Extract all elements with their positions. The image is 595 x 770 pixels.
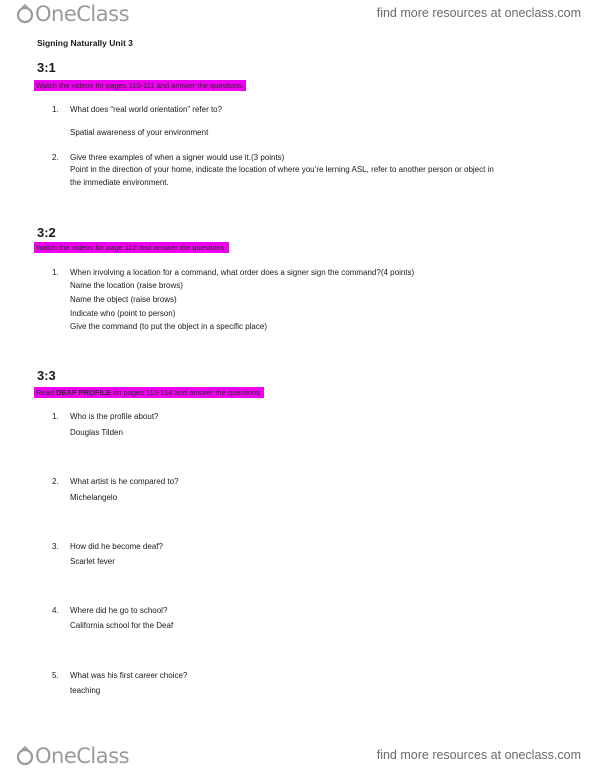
answer-text: Douglas Tilden — [70, 428, 123, 437]
question-number: 1. — [52, 268, 59, 277]
question-text: How did he become deaf? — [70, 542, 163, 551]
page-header — [0, 0, 595, 28]
resources-link[interactable]: find more resources at oneclass.com — [376, 6, 581, 20]
question-text: What does “real world orientation” refer to? — [70, 105, 223, 114]
answer-text: Point in the direction of your home, indicate the location of where you’re lerning ASL, refer to another person or object in — [70, 165, 494, 174]
section-heading-3-3: 3:3 — [37, 368, 56, 383]
answer-text: Name the location (raise brows) — [70, 281, 183, 290]
question-number: 1. — [52, 105, 59, 114]
answer-text: Name the object (raise brows) — [70, 295, 177, 304]
section-instruction-3-3 — [34, 387, 264, 398]
question-text: What was his first career choice? — [70, 671, 188, 680]
instruction-suffix: on pages 113-114 and answer the questions. — [111, 388, 263, 397]
oneclass-logo-icon — [16, 746, 34, 766]
question-text: When involving a location for a command, what order does a signer sign the command?(4 points) — [70, 268, 415, 277]
instruction-bold: DEAF PROFILE — [56, 388, 112, 397]
question-number: 5. — [52, 671, 59, 680]
answer-text: the immediate environment. — [70, 178, 169, 187]
instruction-prefix: Read — [36, 388, 57, 397]
answer-text: Michelangelo — [70, 493, 118, 502]
question-number: 2. — [52, 153, 59, 162]
answer-text: Spatial awareness of your environment — [70, 128, 209, 137]
question-number: 4. — [52, 606, 59, 615]
section-heading-3-2: 3:2 — [37, 225, 56, 240]
question-number: 2. — [52, 477, 59, 486]
oneclass-logo[interactable] — [16, 744, 129, 768]
logo-text: OneClass — [35, 744, 130, 768]
oneclass-logo[interactable] — [16, 2, 129, 26]
answer-text: Scarlet fever — [70, 557, 115, 566]
answer-text: teaching — [70, 686, 101, 695]
oneclass-logo-icon — [16, 4, 34, 24]
question-text: Give three examples of when a signer would use it.(3 points) — [70, 153, 285, 162]
answer-text: Give the command (to put the object in a specific place) — [70, 322, 267, 331]
question-text: What artist is he compared to? — [70, 477, 179, 486]
section-instruction-3-2: Watch the videos for page 112 and answer the questions. — [36, 243, 227, 252]
document-title: Signing Naturally Unit 3 — [37, 38, 133, 48]
logo-text: OneClass — [35, 2, 130, 26]
page-footer — [0, 742, 595, 770]
question-text: Who is the profile about? — [70, 412, 159, 421]
question-number: 3. — [52, 542, 59, 551]
question-number: 1. — [52, 412, 59, 421]
section-instruction-3-1: Watch the videos for pages 110-111 and answer the questions. — [36, 81, 245, 90]
section-heading-3-1: 3:1 — [37, 60, 56, 75]
answer-text: California school for the Deaf — [70, 621, 174, 630]
answer-text: Indicate who (point to person) — [70, 309, 176, 318]
resources-link[interactable]: find more resources at oneclass.com — [376, 748, 581, 762]
question-text: Where did he go to school? — [70, 606, 168, 615]
